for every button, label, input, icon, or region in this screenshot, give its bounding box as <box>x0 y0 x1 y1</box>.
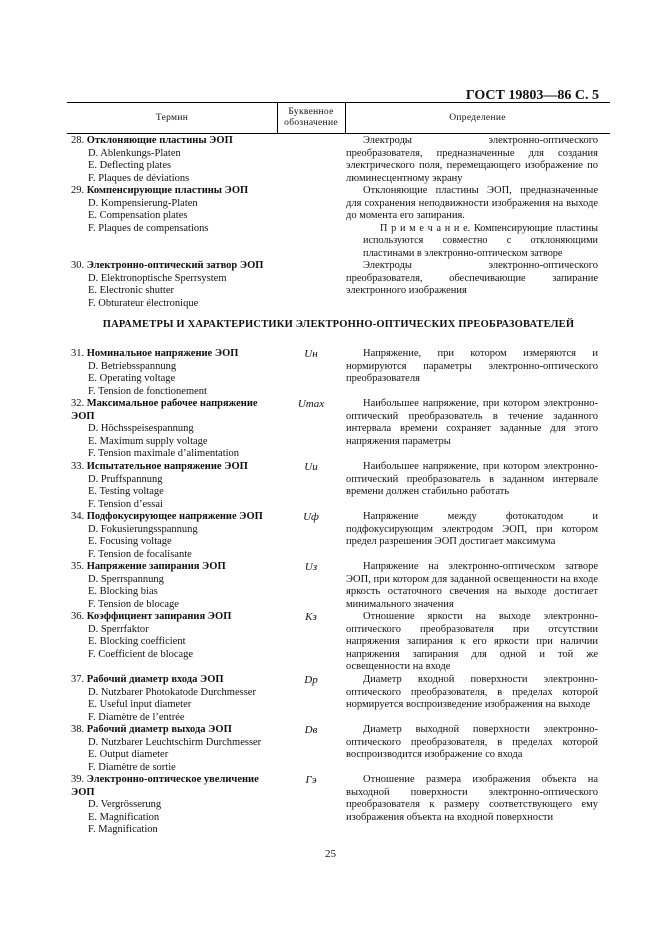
symbol: Kз <box>305 611 317 623</box>
definition: Диаметр выходной поверхности электронно-оптического преобразователя, в пределах которой воспроизводится изображение со входа <box>346 724 598 761</box>
symbol: Umax <box>297 398 325 410</box>
term-entry: 33. Испытательное напряжение ЭОП D. Pruffspannung E. Testing voltage F. Tension d’essai <box>71 461 248 510</box>
column-symbol: Буквенное обозначение <box>284 107 338 128</box>
definition: Отношение яркости на выходе электронно-оптического преобразователя при отсутствии напряжения запирания к его яркости при наличии напряжения запирания для одной и той же освещенности на входе <box>346 611 598 673</box>
term-entry: 28. Отклоняющие пластины ЭОП D. Ablenkungs-Platen E. Deflecting plates F. Plaques de déviations <box>71 135 233 184</box>
term-entry: 34. Подфокусирующее напряжение ЭОП D. Fokusierungsspannung E. Focusing voltage F. Tension de focalisante <box>71 511 263 560</box>
column-definition: Определение <box>449 112 506 123</box>
definition: Напряжение, при котором измеряются и нормируются параметры электронно-оптического преобразователя <box>346 348 598 385</box>
symbol: Uз <box>304 561 318 573</box>
section-title: ПАРАМЕТРЫ И ХАРАКТЕРИСТИКИ ЭЛЕКТРОННО-ОПТИЧЕСКИХ ПРЕОБРАЗОВАТЕЛЕЙ <box>102 319 575 330</box>
symbol: Uф <box>303 511 319 523</box>
term-entry: 29. Компенсирующие пластины ЭОП D. Kompensierung-Platen E. Compensation plates F. Plaques de compensations <box>71 185 249 234</box>
symbol: Dр <box>304 674 318 686</box>
term-entry: 32. Максимальное рабочее напряжение ЭОП D. Höchsspeisespannung E. Maximum supply voltage F. Tension maximale d’alimentation <box>71 398 258 460</box>
symbol: Dв <box>304 724 318 736</box>
term-entry: 36. Коэффициент запирания ЭОП D. Sperrfaktor E. Blocking coefficient F. Coefficient de blocage <box>71 611 232 660</box>
symbol: Гэ <box>305 774 317 786</box>
document-header: ГОСТ 19803—86 С. 5 <box>465 88 599 103</box>
term-entry: 35. Напряжение запирания ЭОП D. Sperrspannung E. Blocking bias F. Tension de blocage <box>71 561 226 610</box>
definition: Электроды электронно-оптического преобразователя, предназначенные для создания электрического поля, перемещающего изображение по люминесцентному экрану <box>346 135 598 184</box>
definition: Напряжение на электронно-оптическом затворе ЭОП, при котором для заданной освещенности на входе яркость остаточного свечения на выходе достигает минимального значения <box>346 561 598 610</box>
definition: Диаметр входной поверхности электронно-оптического преобразователя, в пределах которой нормируется воспроизведение изображения на выходе <box>346 674 598 711</box>
symbol: Uн <box>304 348 318 360</box>
definition: Напряжение между фотокатодом и подфокусирующим электродом ЭОП, при котором предел разрешения ЭОП достигает максимума <box>346 511 598 548</box>
table-header <box>67 102 610 134</box>
term-entry: 39. Электронно-оптическое увеличение ЭОП D. Vergrösserung E. Magnification F. Magnification <box>71 774 259 836</box>
term-entry: 31. Номинальное напряжение ЭОП D. Betriebsspannung E. Operating voltage F. Tension de fonctionement <box>71 348 239 397</box>
definition: Отношение размера изображения объекта на выходной поверхности электронно-оптического преобразователя к размеру соответствующего ему изображения объекта на входной поверхности <box>346 774 598 823</box>
definition: Отклоняющие пластины ЭОП, предназначенные для сохранения неподвижности изображения на выходе до момента его запирания. П р и м е ч а н и е. Компенсирующие пластины используются совместно с отклоняющими пластинами в электронно-оптическом затворе <box>346 185 598 259</box>
column-term: Термин <box>155 112 189 123</box>
term-entry: 37. Рабочий диаметр входа ЭОП D. Nutzbarer Photokatode Durchmesser E. Useful input diameter F. Diamètre de l’entrée <box>71 674 256 723</box>
symbol: Uи <box>304 461 318 473</box>
definition: Электроды электронно-оптического преобразователя, обеспечивающие запирание электронного изображения <box>346 260 598 297</box>
definition: Наибольшее напряжение, при котором электронно-оптический преобразователь в течение заданного интервала времени сохраняет заданные для этого напряжения параметры <box>346 398 598 447</box>
term-entry: 38. Рабочий диаметр выхода ЭОП D. Nutzbarer Leuchtschirm Durchmesser E. Output diameter F. Diamètre de sortie <box>71 724 262 773</box>
definition: Наибольшее напряжение, при котором электронно-оптический преобразователь в заданном интервале времени должен стабильно работать <box>346 461 598 498</box>
page-number: 25 <box>325 848 336 860</box>
term-entry: 30. Электронно-оптический затвор ЭОП D. Elektronoptische Sperrsystem E. Electronic shutter F. Obturateur électronique <box>71 260 264 309</box>
